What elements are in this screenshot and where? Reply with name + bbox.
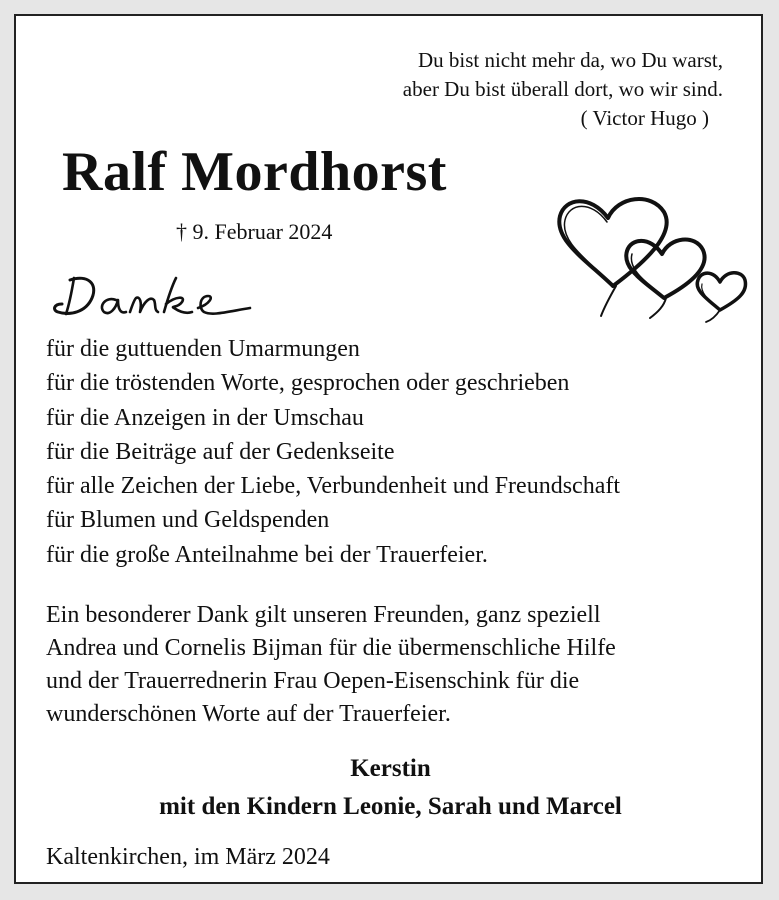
signers-block — [16, 750, 765, 826]
quote-line-2: aber Du bist überall dort, wo wir sind. — [402, 77, 723, 101]
quote-author: ( Victor Hugo ) — [580, 106, 709, 130]
thanks-item: für die Anzeigen in der Umschau — [46, 404, 364, 431]
thanks-item: für Blumen und Geldspenden — [46, 507, 330, 534]
place-date: Kaltenkirchen, im März 2024 — [46, 844, 330, 870]
danke-handwriting — [50, 268, 255, 328]
thanks-item: für die tröstenden Worte, gesprochen oder geschrieben — [46, 370, 570, 397]
thanks-list — [46, 332, 620, 572]
thanks-item: für alle Zeichen der Liebe, Verbundenheit und Freundschaft — [46, 473, 621, 500]
quote-line-1: Du bist nicht mehr da, wo Du warst, — [417, 48, 723, 72]
signer-family: mit den Kindern Leonie, Sarah und Marcel — [159, 793, 622, 820]
special-thanks-line: und der Trauerrednerin Frau Oepen-Eisenschink für die — [46, 668, 580, 694]
special-thanks-paragraph — [46, 599, 616, 731]
deceased-name: Ralf Mordhorst — [62, 141, 447, 203]
death-date: † 9. Februar 2024 — [176, 219, 333, 244]
special-thanks-line: Ein besonderer Dank gilt unseren Freunden, ganz speziell — [46, 602, 601, 628]
thanks-item: für die guttuenden Umarmungen — [46, 336, 360, 362]
special-thanks-line: Andrea und Cornelis Bijman für die übermenschliche Hilfe — [46, 635, 616, 661]
hearts-icon — [546, 188, 756, 328]
signer-primary: Kerstin — [350, 755, 431, 782]
quote-block — [403, 46, 723, 133]
obituary-card — [14, 14, 763, 884]
special-thanks-line: wunderschönen Worte auf der Trauerfeier. — [46, 701, 451, 727]
thanks-item: für die große Anteilnahme bei der Trauerfeier. — [46, 541, 488, 568]
thanks-item: für die Beiträge auf der Gedenkseite — [46, 438, 395, 465]
